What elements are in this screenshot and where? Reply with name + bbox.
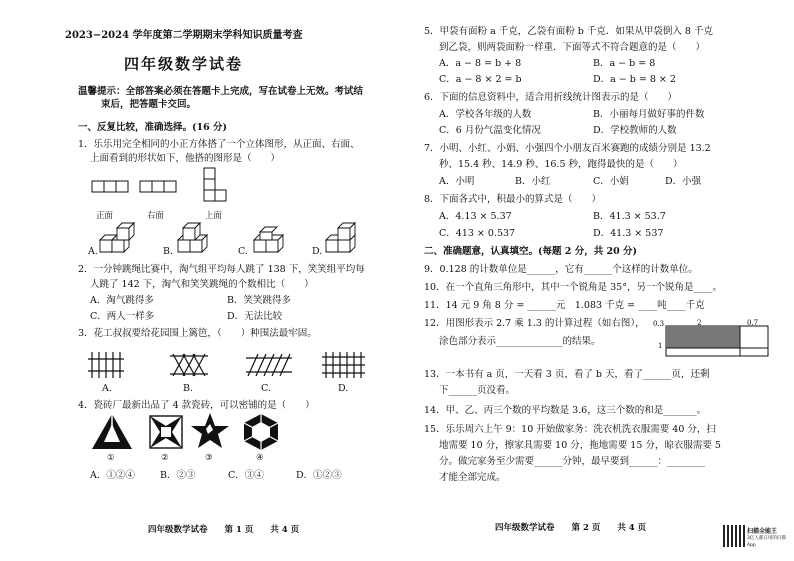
question-5-line-1: 5．甲袋有面粉 a 千克，乙袋有面粉 b 千克．如果从甲袋倒入 8 千克 (424, 26, 713, 37)
q5-option-d[interactable]: D．a − b = 8 × 2 (593, 74, 676, 85)
question-10: 10．在一个直角三角形中，其中一个锐角是 35°，另一个锐角是____。 (424, 282, 722, 293)
question-15-line-2: 地需要 10 分，擦家具需要 10 分，拖地需要 15 分，晾衣服需要 5 (439, 440, 721, 451)
exam-header: 2023−2024 学年度第二学期期末学科知识质量考查 (65, 30, 303, 41)
q8-option-d[interactable]: D．41.3 × 537 (593, 228, 664, 239)
scanner-watermark (747, 528, 794, 549)
question-2-line-1: 2．一分钟跳绳比赛中，淘气组平均每人跳了 138 下，笑笑组平均每 (78, 264, 365, 275)
q1-option-c[interactable]: C. (238, 246, 248, 257)
scanner-brand: 扫描全能王 (747, 528, 778, 535)
question-3-line: 3．花工叔叔要给花园围上篱笆，（ ）种围法最牢固。 (78, 328, 317, 339)
question-15-line-1: 15．乐乐周六上午 9：10 开始做家务：洗衣机洗衣服需要 40 分，扫 (424, 424, 716, 435)
qr-code-icon (723, 525, 745, 547)
question-4-line: 4．瓷砖厂最新出品了 4 款瓷砖，可以密铺的是（ ） (78, 400, 315, 411)
q3-option-d[interactable]: D. (338, 383, 349, 394)
question-7-line-1: 7．小明、小红、小娟、小强四个小朋友百米赛跑的成绩分别是 13.2 (424, 143, 711, 154)
left-page-footer: 四年级数学试卷 第 1 页 共 4 页 (148, 525, 300, 535)
right-page-footer: 四年级数学试卷 第 2 页 共 4 页 (495, 523, 647, 533)
right-page (397, 0, 794, 561)
question-15-line-3: 分。做完家务至少需要______分钟，最早要到______：________ (439, 456, 706, 467)
q1-view-front: 正面 (96, 211, 114, 221)
q4-option-a[interactable]: A．①②④ (90, 470, 135, 481)
question-12-line-2: 涂色部分表示______________的结果。 (439, 336, 601, 347)
q8-option-b[interactable]: B．41.3 × 53.7 (593, 211, 666, 222)
question-13-line-1: 13．一本书有 a 页，一天看 3 页，看了 b 天，看了______页，还剩 (424, 369, 710, 380)
q3-option-b[interactable]: B. (183, 383, 194, 394)
q5-option-b[interactable]: B．a − b = 8 (593, 58, 656, 69)
q6-option-d[interactable]: D．学校教师的人数 (593, 125, 677, 136)
scanner-subtitle: 3亿人都在用的扫描App (747, 536, 786, 548)
q4-tile-label-3: ③ (205, 453, 213, 463)
q4-option-c[interactable]: C．③④ (228, 470, 264, 481)
question-7-line-2: 秒、15.4 秒、14.9 秒、16.5 秒，跑得最快的是（ ） (439, 159, 683, 170)
q8-option-c[interactable]: C．413 × 0.537 (439, 228, 516, 239)
q3-option-c[interactable]: C. (261, 383, 271, 394)
question-11: 11．14 元 9 角 8 分 = ______元 1.083 千克 = ____吨____千克 (424, 300, 705, 311)
q7-option-b[interactable]: B．小红 (515, 176, 551, 187)
q5-option-c[interactable]: C．a − 8 × 2 = b (439, 74, 522, 85)
q12-label-1: 1 (658, 342, 663, 350)
notice-line-2: 束后，把答题卡交回。 (101, 99, 197, 110)
q4-option-b[interactable]: B．②③ (160, 470, 196, 481)
q1-option-b[interactable]: B. (163, 246, 174, 257)
q12-label-2: 2 (697, 319, 702, 327)
question-15-line-4: 才能全部完成。 (439, 472, 506, 483)
q8-option-a[interactable]: A．4.13 × 5.37 (439, 211, 512, 222)
question-9: 9．0.128 的计数单位是______，它有______个这样的计数单位。 (424, 264, 698, 275)
q3-option-a[interactable]: A. (102, 383, 112, 394)
q4-tile-label-2: ② (161, 453, 169, 463)
q1-view-top: 上面 (205, 211, 223, 221)
q6-option-a[interactable]: A．学校各年级的人数 (439, 109, 532, 120)
section-2-title: 二、准确题意，认真填空。(每题 2 分，共 20 分) (424, 246, 638, 257)
q1-option-d[interactable]: D. (312, 246, 323, 257)
question-1-line-1: 1．乐乐用完全相同的小正方体搭了一个立体图形，从正面、右面、 (78, 139, 360, 150)
q4-tile-label-1: ① (107, 453, 115, 463)
question-14: 14．甲、乙、丙三个数的平均数是 3.6，这三个数的和是_______。 (424, 405, 706, 416)
q5-option-a[interactable]: A．a − 8 = b + 8 (439, 58, 522, 69)
q2-option-d[interactable]: D．无法比较 (227, 311, 283, 322)
question-6-line: 6．下面的信息资料中，适合用折线统计图表示的是（ ） (424, 92, 678, 103)
q12-label-0-3: 0.3 (653, 320, 665, 328)
question-13-line-2: 下______页没看。 (439, 385, 516, 396)
q2-option-a[interactable]: A．淘气跳得多 (90, 295, 154, 306)
question-2-line-2: 人跳了 142 下，淘气和笑笑跳绳的个数相比（ ） (90, 279, 314, 290)
q6-option-b[interactable]: B．小丽每月做好事的件数 (593, 109, 705, 120)
question-1-line-2: 上面看到的形状如下，他搭的图形是（ ） (90, 153, 281, 164)
q7-option-c[interactable]: C．小娟 (593, 176, 629, 187)
q2-option-c[interactable]: C．两人一样多 (90, 311, 155, 322)
q6-option-c[interactable]: C．6 月份气温变化情况 (439, 125, 541, 136)
question-12-line-1: 12．用图形表示 2.7 乘 1.3 的计算过程（如右图）， (424, 318, 645, 329)
q7-option-d[interactable]: D．小强 (665, 176, 702, 187)
q1-option-a[interactable]: A. (88, 246, 98, 257)
q12-label-0-7: 0.7 (747, 319, 759, 327)
question-5-line-2: 到乙袋，则两袋面粉一样重．下面等式不符合题意的是（ ） (439, 42, 706, 53)
question-8-line: 8．下面各式中，积最小的算式是（ ） (424, 194, 602, 205)
q4-tile-label-4: ④ (256, 453, 264, 463)
notice-line-1: 温馨提示：全部答案必须在答题卡上完成，写在试卷上无效。考试结 (78, 86, 364, 97)
q2-option-b[interactable]: B．笑笑跳得多 (227, 295, 291, 306)
page-title: 四年级数学试卷 (124, 55, 244, 73)
q7-option-a[interactable]: A．小明 (439, 176, 475, 187)
q1-view-right: 右面 (147, 211, 165, 221)
section-1-title: 一、反复比较，准确选择。(16 分) (78, 122, 228, 133)
q4-option-d[interactable]: D．①②③ (296, 470, 342, 481)
